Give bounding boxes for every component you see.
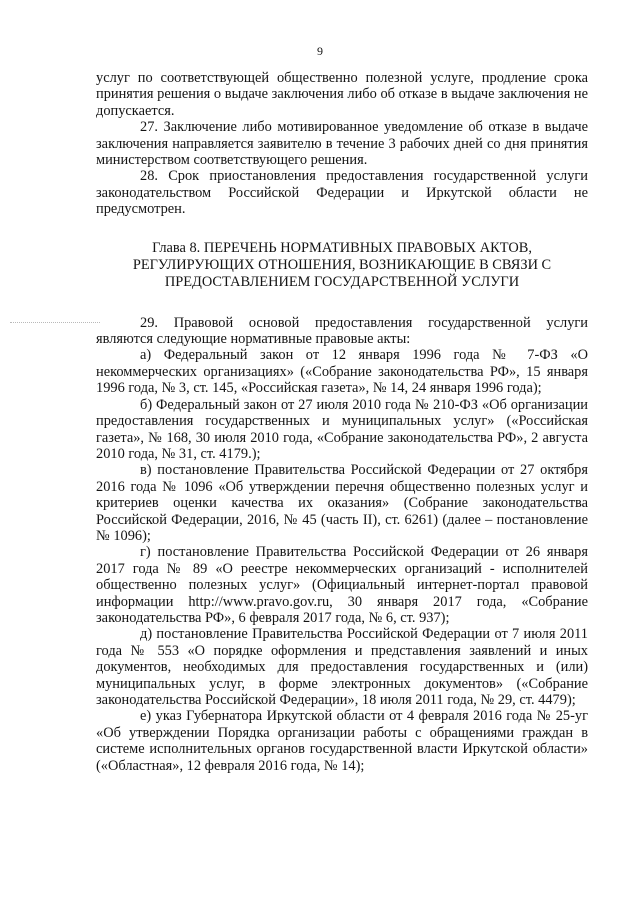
list-item-v: в) постановление Правительства Российской Федерации от 27 октября 2016 года № 1096 «Об утверждении перечня общественно полезных услуг и критериев оценки качества их оказания» (Собрание законодательства Российской Федерации, 2016, № 45 (часть II), ст. 6261) (далее – постановление № 1096); — [96, 462, 588, 544]
chapter-heading-line-2: РЕГУЛИРУЮЩИХ ОТНОШЕНИЯ, ВОЗНИКАЮЩИЕ В СВЯЗИ С — [132, 256, 552, 273]
chapter-heading — [96, 240, 588, 291]
page-number: 9 — [317, 44, 323, 58]
list-item-b: б) Федеральный закон от 27 июля 2010 года № 210-ФЗ «Об организации предоставления государственных и муниципальных услуг» («Российская газета», № 168, 30 июля 2010 года, «Собрание законодательства РФ», 2 августа 2010 года, № 31, ст. 4179.); — [96, 396, 588, 462]
chapter-heading-line-1: Глава 8. ПЕРЕЧЕНЬ НОРМАТИВНЫХ ПРАВОВЫХ АКТОВ, — [152, 239, 532, 256]
list-item-g: г) постановление Правительства Российской Федерации от 26 января 2017 года № 89 «О реестре некоммерческих организаций - исполнителей общественно полезных услуг» (Официальный интернет-портал правовой информации http://www.pravo.gov.ru, 30 января 2017 года, «Собрание законодательства РФ», 6 февраля 2017 года, № 6, ст. 937); — [96, 544, 588, 626]
list-item-e: е) указ Губернатора Иркутской области от 4 февраля 2016 года № 25-уг «Об утверждении Порядка организации работы с обращениями граждан в системе исполнительных органов государственной власти Иркутской области» («Областная», 12 февраля 2016 года, № 14); — [96, 708, 588, 774]
paragraph-continuation: услуг по соответствующей общественно полезной услуге, продление срока принятия решения о выдаче заключения либо об отказе в выдаче заключения не допускается. — [96, 70, 588, 119]
list-item-a: а) Федеральный закон от 12 января 1996 года № 7-ФЗ «О некоммерческих организациях» («Собрание законодательства РФ», 15 января 1996 года, № 3, ст. 145, «Российская газета», № 14, 24 января 1996 года); — [96, 347, 588, 397]
document-body — [96, 70, 588, 774]
list-item-d: д) постановление Правительства Российской Федерации от 7 июля 2011 года № 553 «О порядке оформления и представления заявлений и иных документов, необходимых для предоставления государственных и (или) муниципальных услуг, в форме электронных документов» («Собрание законодательства Российской Федерации», 18 июля 2011 года, № 29, ст. 4479); — [96, 626, 588, 708]
chapter-heading-line-3: ПРЕДОСТАВЛЕНИЕМ ГОСУДАРСТВЕННОЙ УСЛУГИ — [164, 273, 520, 290]
paragraph-29: 29. Правовой основой предоставления государственной услуги являются следующие нормативные правовые акты: — [96, 314, 588, 348]
paragraph-27: 27. Заключение либо мотивированное уведомление об отказе в выдаче заключения направляется заявителю в течение 3 рабочих дней со дня принятия министерством соответствующего решения. — [96, 119, 588, 169]
paragraph-28: 28. Срок приостановления предоставления государственной услуги законодательством Российской Федерации и Иркутской области не предусмотрен. — [96, 168, 588, 218]
scan-artifact-dots — [10, 322, 100, 324]
